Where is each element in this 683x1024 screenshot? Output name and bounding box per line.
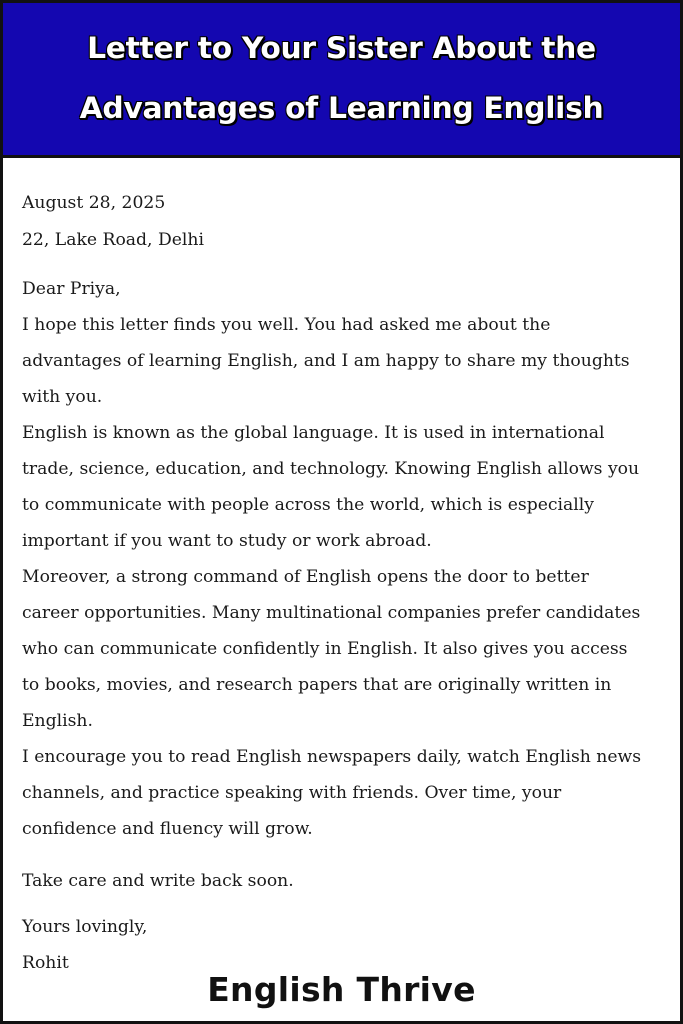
letter-body-line: to books, movies, and research papers that are originally written in [22,675,612,695]
letter-closing-line: Take care and write back soon. [22,871,294,891]
letter-date: August 28, 2025 [22,193,166,213]
letter-body-line: trade, science, education, and technology. Knowing English allows you [22,459,640,479]
letter-body-line: Moreover, a strong command of English opens the door to better [22,567,589,587]
page-title-line-2: Advantages of Learning English [79,91,604,126]
letter-body-line: career opportunities. Many multinational companies prefer candidates [22,603,641,623]
letter-body-line: I hope this letter finds you well. You had asked me about the [22,315,551,335]
brand-watermark: English Thrive [207,970,476,1009]
letter-signature: Rohit [22,953,69,973]
letter-body-line: with you. [22,387,103,407]
letter-address: 22, Lake Road, Delhi [22,230,204,250]
letter-body-line: advantages of learning English, and I am happy to share my thoughts [22,351,630,371]
letter-body-line: important if you want to study or work abroad. [22,531,432,551]
letter-salutation: Dear Priya, [22,279,121,299]
letter-body-line: I encourage you to read English newspapers daily, watch English news [22,747,642,767]
letter-body-line: who can communicate confidently in English. It also gives you access [22,639,628,659]
letter-sign-off: Yours lovingly, [22,917,148,937]
letter-body-line: channels, and practice speaking with friends. Over time, your [22,783,562,803]
letter-body-line: confidence and fluency will grow. [22,819,313,839]
letter-body-line: English. [22,711,93,731]
letter-body-line: to communicate with people across the world, which is especially [22,495,594,515]
letter-body-line: English is known as the global language. It is used in international [22,423,605,443]
page-title-line-1: Letter to Your Sister About the [87,31,596,66]
title-banner [3,3,680,158]
